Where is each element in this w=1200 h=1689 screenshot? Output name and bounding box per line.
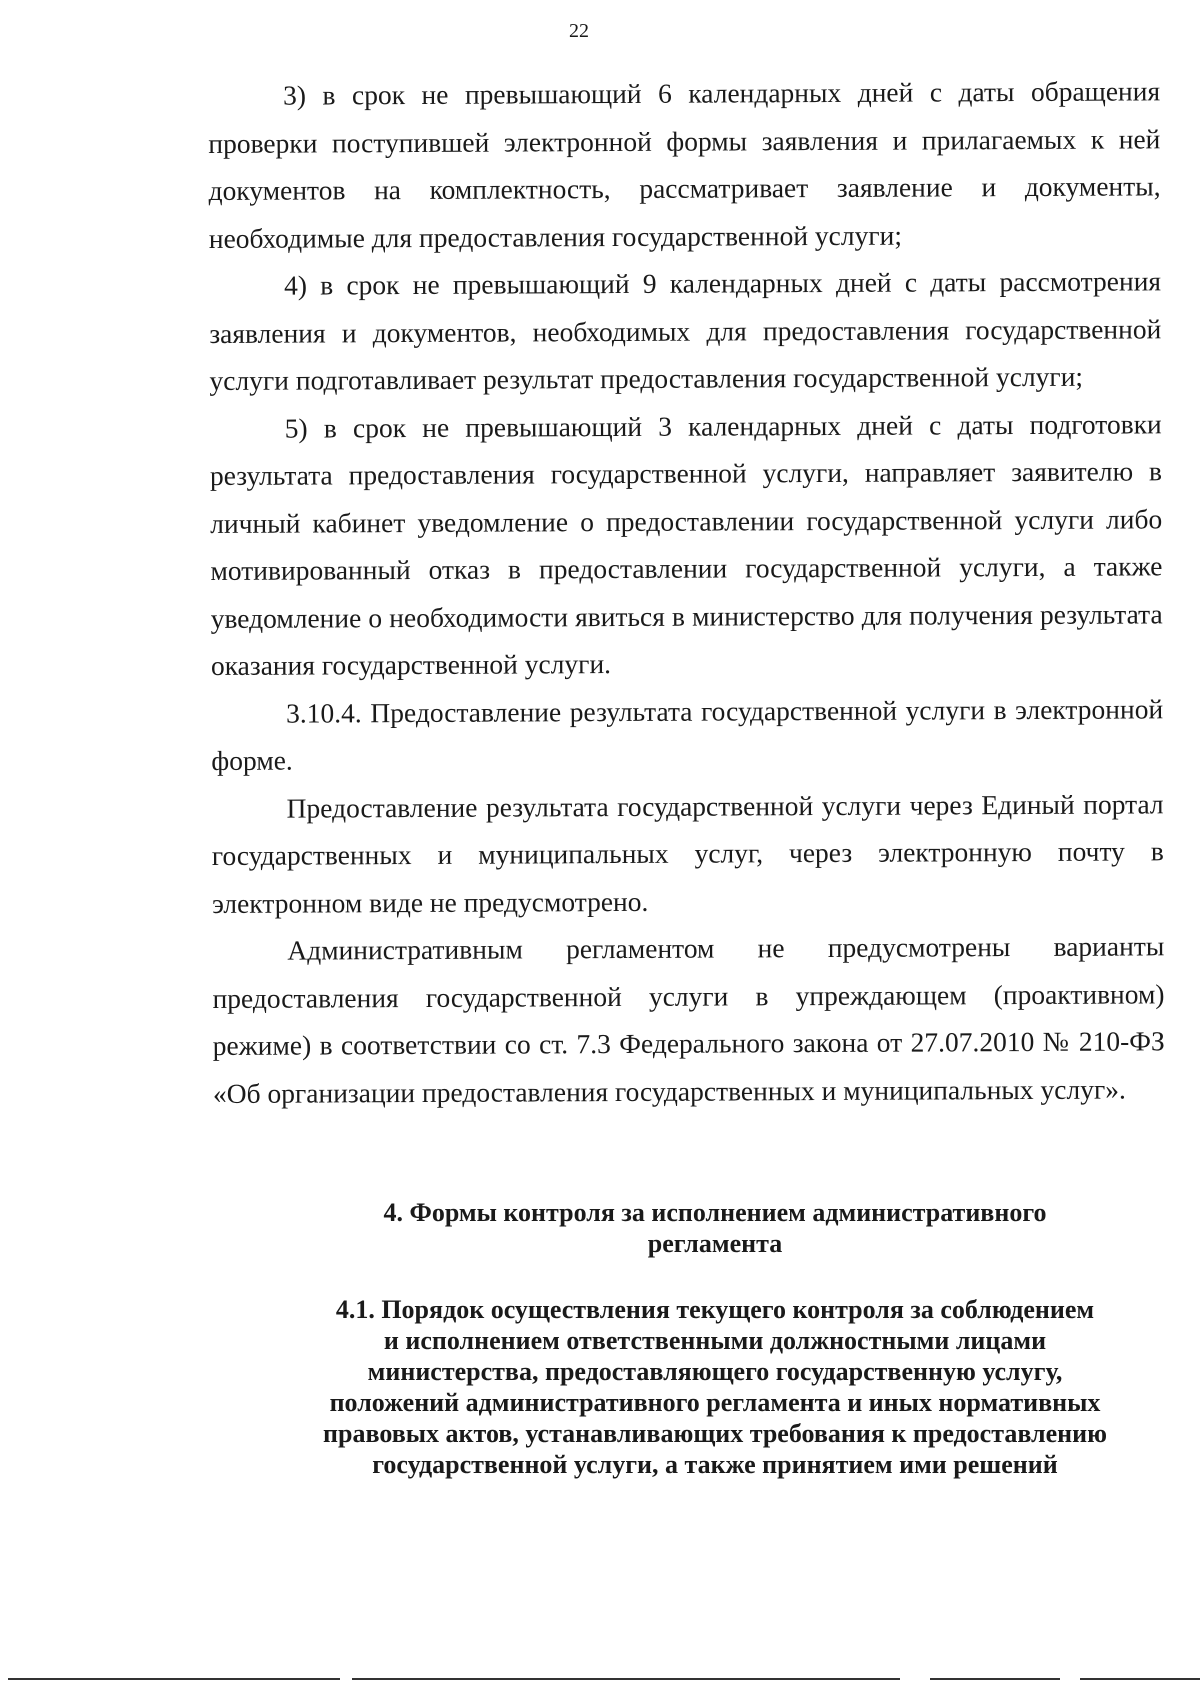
section-4-1-heading-line: положений административного регламента и иных нормативных	[329, 1388, 1101, 1417]
page-number: 22	[569, 20, 589, 42]
section-4-1-heading-line: государственной услуги, а также принятием ими решений	[372, 1450, 1058, 1479]
paragraph-electronic-result: Предоставление результата государственной услуги через Единый портал государственных и муниципальных услуг, через электронную почту в электронном виде не предусмотрено.	[211, 787, 1164, 919]
paragraph-item-5: 5) в срок не превышающий 3 календарных дней с даты подготовки результата предоставления государственной услуги, направляет заявителю в личный кабинет уведомление о предоставлении государственной услуги либо мотивированный отказ в предоставлении государственной услуги, а также уведомление о необходимости явиться в министерство для получения результата оказания государственной услуги.	[209, 407, 1163, 681]
section-4-heading-line-2: регламента	[647, 1229, 783, 1258]
scan-edge-gap	[900, 1676, 930, 1681]
section-4-1-heading-line: правовых актов, устанавливающих требования к предоставлению	[323, 1419, 1107, 1448]
paragraph-item-4: 4) в срок не превышающий 9 календарных дней с даты рассмотрения заявления и документов, необходимых для предоставления государственной услуги подготавливает результат предоставления государственной услуги;	[209, 265, 1162, 396]
section-4-1-heading-line: министерства, предоставляющего государственную услугу,	[367, 1357, 1063, 1386]
paragraph-item-3: 3) в срок не превышающий 6 календарных дней с даты обращения проверки поступившей электронной формы заявления и прилагаемых к ней документов на комплектность, рассматривает заявление и документы, необходимые для предоставления государственной услуги;	[208, 75, 1161, 254]
scan-edge-line	[0, 1678, 1200, 1680]
scan-edge-gap	[1060, 1676, 1080, 1681]
scan-edge-gap	[0, 1676, 8, 1681]
section-4-heading-line-1: 4. Формы контроля за исполнением административного	[383, 1198, 1047, 1227]
paragraph-3-10-4: 3.10.4. Предоставление результата государственной услуги в электронной форме.	[211, 692, 1164, 776]
paragraph-proactive-mode: Административным регламентом не предусмотрены варианты предоставления государственной услуги в упреждающем (проактивном) режиме) в соответствии со ст. 7.3 Федерального закона от 27.07.2010 № 210-ФЗ «Об организации предоставления государственных и муниципальных услуг».	[212, 930, 1165, 1109]
section-4-heading	[345, 1197, 1085, 1259]
section-4-1-heading-line: и исполнением ответственными должностными лицами	[383, 1326, 1047, 1355]
body-text	[208, 67, 1165, 1117]
scan-edge-gap	[340, 1676, 352, 1681]
section-4-1-heading	[275, 1294, 1155, 1480]
section-4-1-heading-line: 4.1. Порядок осуществления текущего контроля за соблюдением	[335, 1295, 1095, 1324]
